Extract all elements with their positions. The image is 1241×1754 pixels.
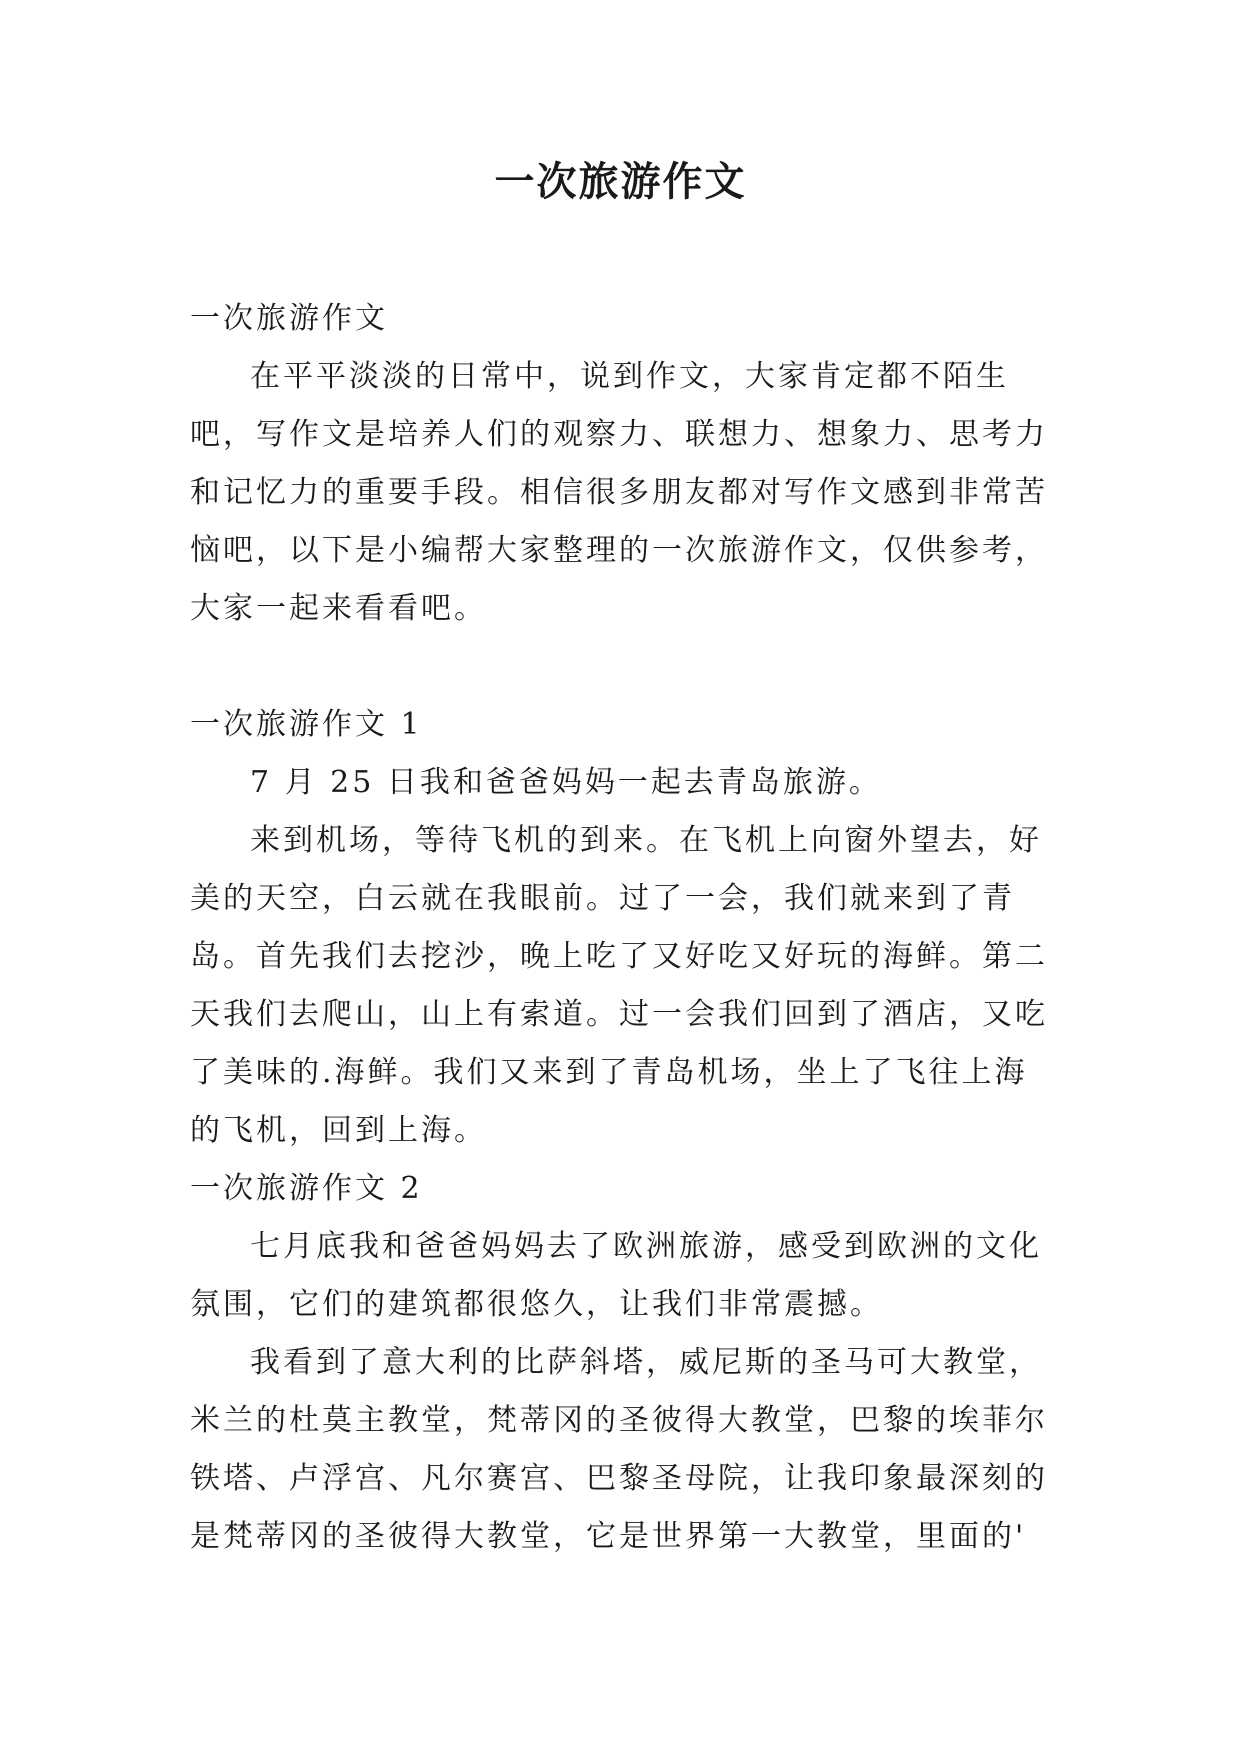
essay-1-heading: 一次旅游作文 1 bbox=[190, 707, 423, 742]
essay-1-paragraph-1: 7 月 25 日我和爸爸妈妈一起去青岛旅游。 bbox=[250, 765, 882, 800]
essay-1-paragraph-2: 来到机场，等待飞机的到来。在飞机上向窗外望去，好美的天空，白云就在我眼前。过了一会，我们就来到了青岛。首先我们去挖沙，晚上吃了又好吃又好玩的海鲜。第二天我们去爬山，山上有索道。过一会我们回到了酒店，又吃了美味的.海鲜。我们又来到了青岛机场，坐上了飞往上海的飞机，回到上海。 bbox=[190, 823, 1048, 1148]
essay-2-heading: 一次旅游作文 2 bbox=[190, 1171, 423, 1206]
intro-heading: 一次旅游作文 bbox=[190, 301, 388, 336]
page-title: 一次旅游作文 bbox=[494, 158, 747, 205]
document-body bbox=[190, 290, 1060, 1566]
essay-2-paragraph-1: 七月底我和爸爸妈妈去了欧洲旅游，感受到欧洲的文化氛围，它们的建筑都很悠久，让我们非常震撼。 bbox=[190, 1229, 1042, 1322]
intro-paragraph: 在平平淡淡的日常中，说到作文，大家肯定都不陌生吧，写作文是培养人们的观察力、联想力、想象力、思考力和记忆力的重要手段。相信很多朋友都对写作文感到非常苦恼吧，以下是小编帮大家整理的一次旅游作文，仅供参考，大家一起来看看吧。 bbox=[190, 359, 1048, 626]
essay-2-paragraph-2: 我看到了意大利的比萨斜塔，威尼斯的圣马可大教堂，米兰的杜莫主教堂，梵蒂冈的圣彼得大教堂，巴黎的埃菲尔铁塔、卢浮宫、凡尔赛宫、巴黎圣母院，让我印象最深刻的是梵蒂冈的圣彼得大教堂，它是世界第一大教堂，里面的' bbox=[190, 1345, 1048, 1554]
section-spacer bbox=[190, 638, 1060, 696]
